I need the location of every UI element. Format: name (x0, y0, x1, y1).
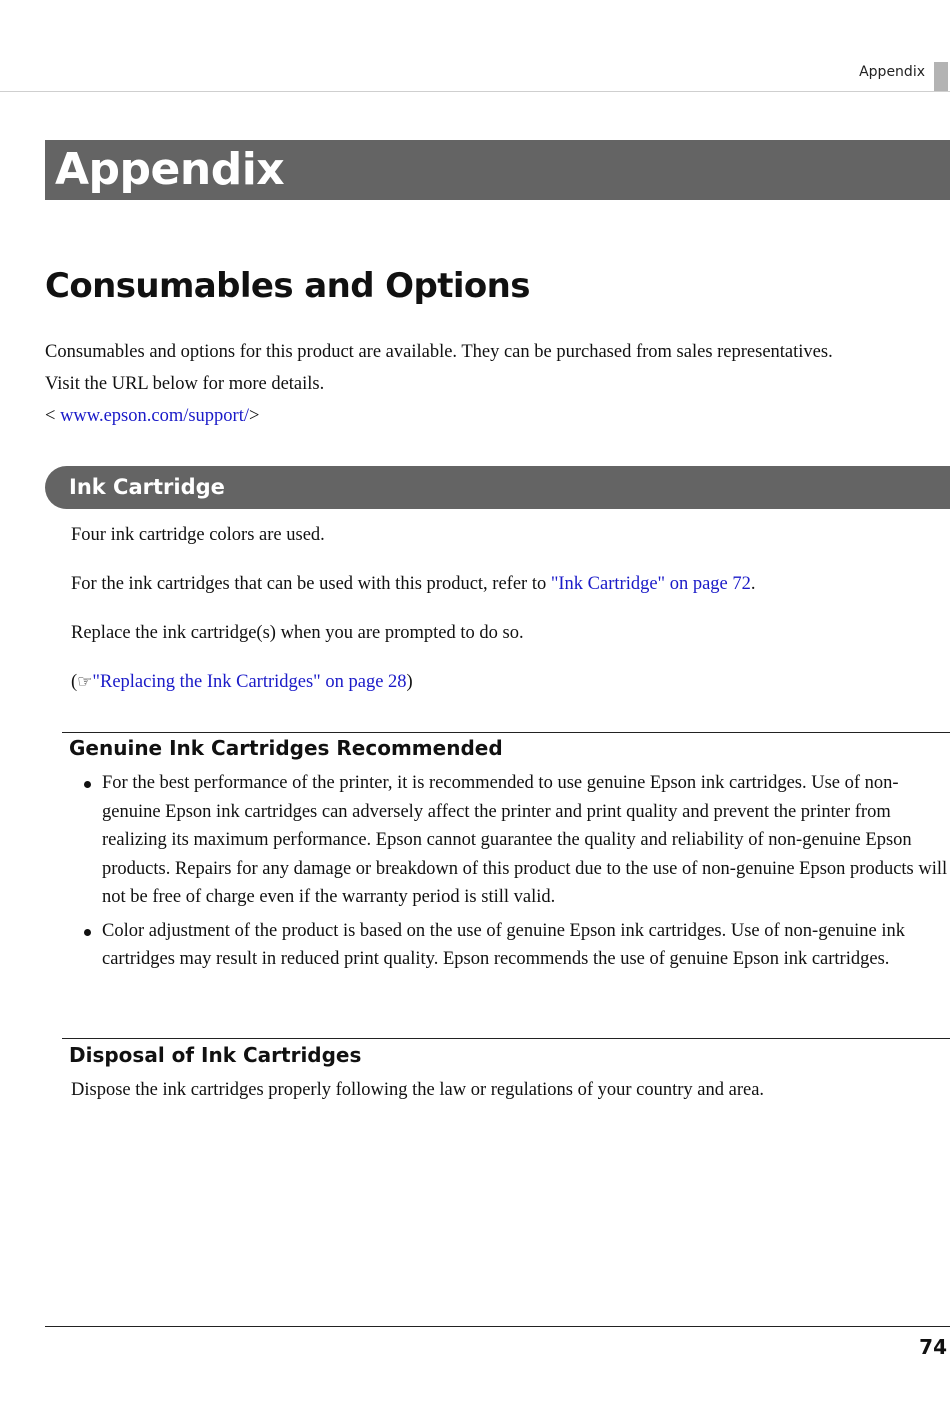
paren-open: ( (71, 672, 78, 692)
url-line (45, 400, 945, 432)
section-intro (45, 336, 945, 432)
list-item-text: Color adjustment of the product is based on the use of genuine Epson ink cartridges. Use of non-genuine ink cartridges may result in reduced print quality. Epson recommends the use of genuine Epson ink cartridges. (102, 920, 906, 969)
intro-line-2: Visit the URL below for more details. (45, 374, 325, 394)
ink-para-2-text: For the ink cartridges that can be used with this product, refer to (71, 574, 551, 594)
ink-cartridge-heading: Ink Cartridge (45, 466, 950, 509)
bullet-icon (84, 781, 91, 788)
footer-divider (45, 1326, 950, 1327)
ink-para-2 (71, 571, 941, 597)
ink-cartridge-page-link[interactable]: "Ink Cartridge" on page 72 (550, 574, 751, 594)
support-url-link[interactable]: www.epson.com/support/ (60, 406, 249, 426)
section-title: Consumables and Options (45, 266, 530, 306)
running-header-title: Appendix (859, 64, 925, 80)
url-suffix: > (248, 406, 260, 426)
bullet-icon (84, 929, 91, 936)
ink-para-2-end: . (750, 574, 756, 594)
divider (62, 1038, 950, 1039)
list-item (82, 769, 950, 912)
page-number: 74 (919, 1335, 947, 1359)
intro-line-1: Consumables and options for this product are available. They can be purchased from sales representatives. (45, 342, 833, 362)
replacing-cartridges-link[interactable]: "Replacing the Ink Cartridges" on page 28 (92, 672, 407, 692)
url-prefix: < (45, 406, 61, 426)
pointing-hand-icon: ☞ (77, 672, 93, 692)
ink-para-3: Replace the ink cartridge(s) when you are prompted to do so. (71, 623, 524, 643)
paren-close: ) (406, 672, 413, 692)
chapter-title: Appendix (45, 140, 950, 200)
running-header (0, 0, 950, 92)
genuine-ink-heading: Genuine Ink Cartridges Recommended (69, 736, 503, 760)
disposal-text: Dispose the ink cartridges properly following the law or regulations of your country and area. (71, 1080, 765, 1100)
genuine-ink-list (82, 769, 950, 979)
ink-cartridge-body (71, 522, 941, 718)
disposal-heading: Disposal of Ink Cartridges (69, 1043, 362, 1067)
list-item-text: For the best performance of the printer, it is recommended to use genuine Epson ink cartridges. Use of non-genuine Epson ink cartridges can adversely affect the printer and print quality and prevent the printer from realizing its maximum performance. Epson cannot guarantee the quality and reliability of non-genuine Epson products. Repairs for any damage or breakdown of this product due to the use of non-genuine Epson products will not be free of charge even if the warranty period is still valid. (102, 773, 948, 907)
list-item (82, 917, 950, 974)
thumb-tab (934, 62, 948, 91)
divider (62, 732, 950, 733)
ink-para-4 (71, 669, 941, 695)
ink-para-1: Four ink cartridge colors are used. (71, 525, 325, 545)
